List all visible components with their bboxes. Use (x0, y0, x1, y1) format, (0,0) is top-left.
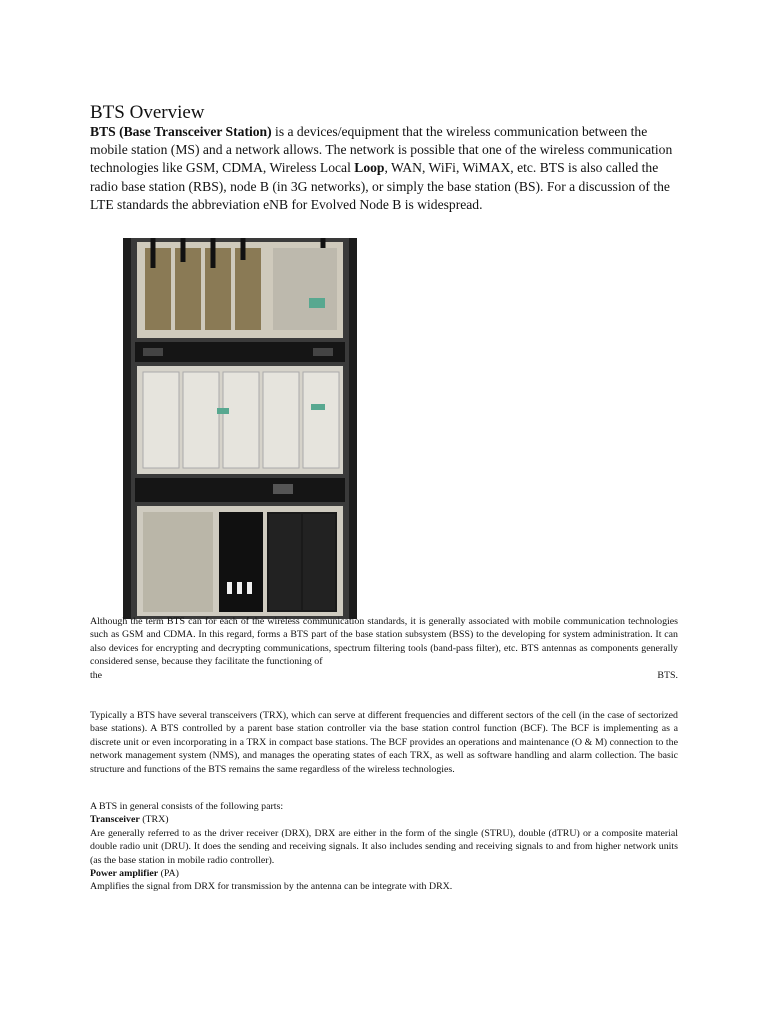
bts-cabinet-photo (123, 238, 357, 619)
loop-term: Loop (354, 160, 385, 176)
paragraph-bts-terms (90, 615, 678, 682)
intro-text-1: is a devices/equipment that the wireless communication between the mobile station (MS) and a network allows. The network is possible that one of the wireless communication technologies like GSM, CDMA, Wireless Local (90, 124, 673, 176)
intro-text-2: , WAN, WiFi, WiMAX, etc. BTS is also called the radio base station (RBS), node B (in 3G networks), or simply the base station (BS). For a discussion of the LTE standards the abbreviation eNB for Evolved Node B is widespread. (90, 160, 670, 212)
pa-heading: Power amplifier (90, 868, 159, 880)
para1-text: Although the term BTS can for each of the wireless communication standards, it is generally associated with mobile communication technologies such as GSM and CDMA. In this regard, forms a BTS part of the base station subsystem (BSS) to the developing for system administration. It can also devices for encrypting and decrypting communications, spectrum filtering tools (band-pass filter), etc. BTS antennas as components generally considered sense, because they facilitate the functioning of (90, 616, 678, 668)
para1-end-left: the (90, 669, 103, 681)
parts-intro: A BTS in general consists of the following parts: (90, 801, 284, 812)
pa-abbr: (PA) (158, 868, 179, 880)
paragraph-trx-bcf: Typically a BTS have several transceivers (TRX), which can serve at different frequencies and different sectors of the cell (in the case of sectorized base stations). A BTS controlled by a parent base station controller via the base station control function (BCF). The BCF is implementing as a discrete unit or even incorporating in a TRX in compact base stations. The BCF provides an operations and maintenance (O & M) connection to the network management system (NMS), and manages the operating states of each TRX, as well as software handling and alarm collection. The basic structure and functions of the BTS remains the same regardless of the wireless technologies. (90, 710, 678, 775)
pa-text: Amplifies the signal from DRX for transmission by the antenna can be integrate with DRX. (90, 881, 453, 893)
intro-paragraph (90, 123, 678, 214)
transceiver-text: Are generally referred to as the driver receiver (DRX), DRX are either in the form of the single (STRU), double (dTRU) or a composite material double radio unit (DRU). It does the sending and receiving signals. It also includes sending and receiving signals to and from higher network units (as the base station in mobile radio controller). (90, 827, 678, 866)
para1-last-line (90, 669, 678, 682)
pa-heading-line (90, 867, 678, 880)
bts-term: BTS (Base Transceiver Station) (90, 124, 272, 139)
page-title: BTS Overview (90, 102, 205, 123)
transceiver-heading-line (90, 813, 678, 826)
transceiver-heading: Transceiver (90, 814, 140, 826)
transceiver-abbr: (TRX) (139, 814, 169, 826)
bts-parts-section (90, 800, 678, 894)
para1-end-right: BTS. (657, 669, 678, 681)
